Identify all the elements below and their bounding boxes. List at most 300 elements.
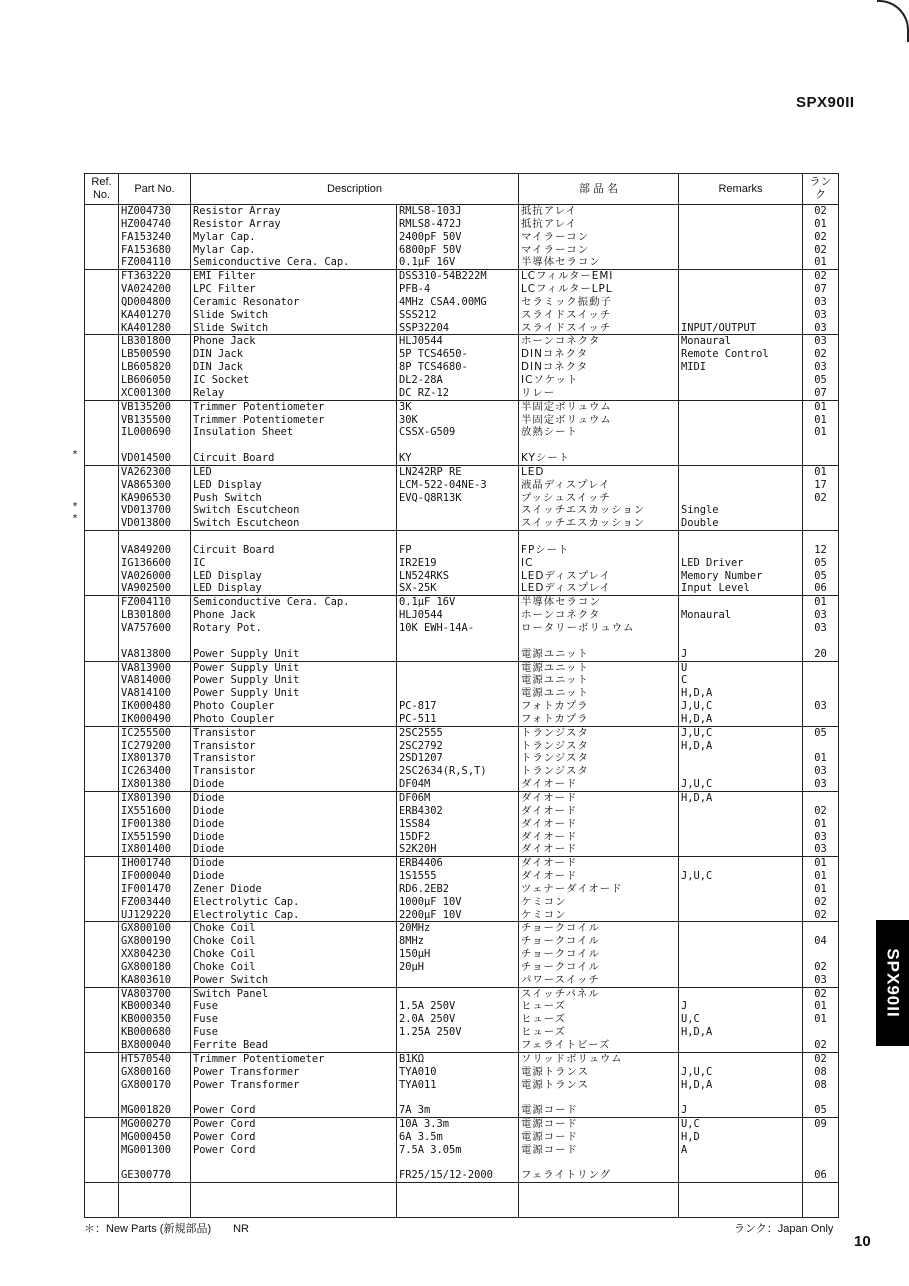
empty-cell [679, 1183, 803, 1218]
remarks: H,D,A [679, 1026, 803, 1039]
rank: 01 [803, 1000, 839, 1013]
ref-cell [85, 843, 119, 856]
rank: 01 [803, 1013, 839, 1026]
remarks: C [679, 674, 803, 687]
rank: 01 [803, 752, 839, 765]
spec: 30K [397, 414, 519, 427]
remarks [679, 935, 803, 948]
japanese-name: トランジスタ [519, 740, 679, 753]
part-number: VA814100 [119, 687, 191, 700]
table-row [85, 791, 839, 804]
rank: 09 [803, 1118, 839, 1131]
ref-cell [85, 609, 119, 622]
ref-cell [85, 465, 119, 478]
ref-cell [85, 1026, 119, 1039]
rank: 05 [803, 726, 839, 739]
spec: 1SS84 [397, 818, 519, 831]
rank: 05 [803, 1104, 839, 1117]
header-row [85, 174, 839, 205]
description: Slide Switch [191, 322, 397, 335]
ref-cell [85, 1118, 119, 1131]
spec: 8MHz [397, 935, 519, 948]
description: Power Supply Unit [191, 661, 397, 674]
part-number: HZ004730 [119, 205, 191, 218]
description: Transistor [191, 726, 397, 739]
part-number: VA849200 [119, 544, 191, 557]
description: Transistor [191, 740, 397, 753]
page-number: 10 [854, 1233, 871, 1250]
rank: 04 [803, 935, 839, 948]
remarks [679, 818, 803, 831]
remarks [679, 1157, 803, 1170]
ref-cell [85, 661, 119, 674]
remarks [679, 1091, 803, 1104]
description: Electrolytic Cap. [191, 896, 397, 909]
part-number: VA262300 [119, 465, 191, 478]
ref-cell [85, 414, 119, 427]
ref-cell [85, 1039, 119, 1052]
rank: 03 [803, 700, 839, 713]
remarks [679, 452, 803, 465]
rank: 03 [803, 335, 839, 348]
description: Push Switch [191, 492, 397, 505]
description [191, 635, 397, 648]
description: LED Display [191, 582, 397, 595]
ref-cell [85, 687, 119, 700]
table-row [85, 974, 839, 987]
rank [803, 791, 839, 804]
rank [803, 1131, 839, 1144]
remarks: H,D,A [679, 791, 803, 804]
spec [397, 635, 519, 648]
empty-cell [519, 1183, 679, 1218]
rank: 03 [803, 322, 839, 335]
part-number: IG136600 [119, 557, 191, 570]
japanese-name: マイラーコン [519, 244, 679, 257]
japanese-name: フェライトビーズ [519, 1039, 679, 1052]
ref-cell [85, 674, 119, 687]
table-row [85, 1013, 839, 1026]
remarks [679, 414, 803, 427]
description: Relay [191, 387, 397, 400]
ref-cell [85, 309, 119, 322]
rank [803, 635, 839, 648]
part-number: VA902500 [119, 582, 191, 595]
description: Semiconductive Cera. Cap. [191, 256, 397, 269]
remarks [679, 765, 803, 778]
spec: HLJ0544 [397, 335, 519, 348]
remarks [679, 400, 803, 413]
spec: PC-817 [397, 700, 519, 713]
ref-cell [85, 205, 119, 218]
description: Power Cord [191, 1118, 397, 1131]
japanese-name: ヒューズ [519, 1026, 679, 1039]
part-number: IK000490 [119, 713, 191, 726]
ref-cell [85, 582, 119, 595]
description: Resistor Array [191, 218, 397, 231]
remarks: Memory Number [679, 570, 803, 583]
spec: 1.25A 250V [397, 1026, 519, 1039]
japanese-name: チョークコイル [519, 922, 679, 935]
rank: 03 [803, 609, 839, 622]
description: Diode [191, 805, 397, 818]
ref-cell [85, 1144, 119, 1157]
description: LED Display [191, 570, 397, 583]
description: DIN Jack [191, 348, 397, 361]
part-number: LB301800 [119, 335, 191, 348]
rank: 01 [803, 426, 839, 439]
spec: PC-511 [397, 713, 519, 726]
spec: 8P TCS4680- [397, 361, 519, 374]
spec: RMLS8-472J [397, 218, 519, 231]
ref-cell [85, 400, 119, 413]
table-body [85, 205, 839, 1218]
japanese-name: ケミコン [519, 909, 679, 922]
description: Ferrite Bead [191, 1039, 397, 1052]
description: Semiconductive Cera. Cap. [191, 596, 397, 609]
rank: 02 [803, 1052, 839, 1065]
ref-cell [85, 231, 119, 244]
ref-cell [85, 283, 119, 296]
spec: ERB4406 [397, 857, 519, 870]
remarks: INPUT/OUTPUT [679, 322, 803, 335]
spec [397, 439, 519, 452]
rank: 03 [803, 843, 839, 856]
ref-cell [85, 974, 119, 987]
empty-cell [191, 1183, 397, 1218]
rank: 02 [803, 961, 839, 974]
spec: SSS212 [397, 309, 519, 322]
japanese-name: スライドスイッチ [519, 322, 679, 335]
remarks [679, 857, 803, 870]
header-remarks: Remarks [679, 174, 803, 205]
rank: 01 [803, 218, 839, 231]
remarks [679, 1039, 803, 1052]
description: Circuit Board [191, 452, 397, 465]
table-row [85, 805, 839, 818]
spec: DL2-28A [397, 374, 519, 387]
ref-cell [85, 531, 119, 544]
ref-cell [85, 296, 119, 309]
ref-cell [85, 517, 119, 530]
japanese-name: 電源トランス [519, 1066, 679, 1079]
spec: ERB4302 [397, 805, 519, 818]
table-row [85, 609, 839, 622]
part-number: IF001470 [119, 883, 191, 896]
part-number: VA757600 [119, 622, 191, 635]
table-row [85, 961, 839, 974]
spec: DSS310-54B222M [397, 270, 519, 283]
japanese-name: 電源コード [519, 1118, 679, 1131]
description: Choke Coil [191, 922, 397, 935]
japanese-name: LEDディスプレイ [519, 582, 679, 595]
description: Zener Diode [191, 883, 397, 896]
japanese-name: トランジスタ [519, 752, 679, 765]
part-number: LB605820 [119, 361, 191, 374]
description: Power Cord [191, 1104, 397, 1117]
spec: LN524RKS [397, 570, 519, 583]
part-number: VA024200 [119, 283, 191, 296]
table-row [85, 387, 839, 400]
spec: 2SD1207 [397, 752, 519, 765]
japanese-name: 電源ユニット [519, 687, 679, 700]
spec: DF06M [397, 791, 519, 804]
spec: 6A 3.5m [397, 1131, 519, 1144]
table-row [85, 582, 839, 595]
remarks [679, 374, 803, 387]
ref-cell [85, 818, 119, 831]
table-row [85, 426, 839, 439]
table-row [85, 831, 839, 844]
remarks [679, 283, 803, 296]
description: Phone Jack [191, 335, 397, 348]
table-row [85, 231, 839, 244]
ref-cell [85, 387, 119, 400]
description: LED [191, 465, 397, 478]
japanese-name: フェライトリング [519, 1169, 679, 1182]
rank [803, 674, 839, 687]
rank [803, 687, 839, 700]
description: Fuse [191, 1013, 397, 1026]
footer-legend: ＊：New Parts (新規部品) NR [84, 1223, 250, 1235]
japanese-name: LCフィルターLPL [519, 283, 679, 296]
spec [397, 1091, 519, 1104]
ref-cell [85, 452, 119, 465]
rank: 02 [803, 909, 839, 922]
ref-cell [85, 622, 119, 635]
japanese-name: スイッチエスカッション [519, 504, 679, 517]
ref-cell [85, 1052, 119, 1065]
part-number: QD004800 [119, 296, 191, 309]
new-part-mark: * [72, 500, 79, 512]
rank [803, 740, 839, 753]
description: Diode [191, 843, 397, 856]
remarks [679, 987, 803, 1000]
spec: 20μH [397, 961, 519, 974]
part-number: XX804230 [119, 948, 191, 961]
japanese-name: FPシート [519, 544, 679, 557]
japanese-name: チョークコイル [519, 935, 679, 948]
rank [803, 452, 839, 465]
description: Trimmer Potentiometer [191, 414, 397, 427]
rank: 03 [803, 831, 839, 844]
description: Transistor [191, 765, 397, 778]
japanese-name: 液晶ディスプレイ [519, 479, 679, 492]
part-number: GX800160 [119, 1066, 191, 1079]
spec: EVQ-Q8R13K [397, 492, 519, 505]
remarks: Remote Control [679, 348, 803, 361]
spec [397, 504, 519, 517]
empty-cell [397, 1183, 519, 1218]
table-row [85, 909, 839, 922]
ref-cell [85, 778, 119, 791]
description: IC [191, 557, 397, 570]
rank: 06 [803, 582, 839, 595]
description: Diode [191, 791, 397, 804]
remarks [679, 922, 803, 935]
rank: 01 [803, 414, 839, 427]
remarks [679, 896, 803, 909]
remarks: H,D,A [679, 713, 803, 726]
japanese-name: リレー [519, 387, 679, 400]
remarks [679, 256, 803, 269]
remarks [679, 531, 803, 544]
table-row [85, 479, 839, 492]
remarks [679, 479, 803, 492]
rank [803, 922, 839, 935]
spec: 1.5A 250V [397, 1000, 519, 1013]
japanese-name [519, 439, 679, 452]
remarks: U [679, 661, 803, 674]
japanese-name: 放熱シート [519, 426, 679, 439]
table-row [85, 648, 839, 661]
ref-cell [85, 726, 119, 739]
part-number: VB135200 [119, 400, 191, 413]
part-number: IC279200 [119, 740, 191, 753]
header-part: Part No. [119, 174, 191, 205]
description: Transistor [191, 752, 397, 765]
spec [397, 517, 519, 530]
remarks [679, 1052, 803, 1065]
description: Electrolytic Cap. [191, 909, 397, 922]
table-row [85, 896, 839, 909]
spec: 0.1μF 16V [397, 596, 519, 609]
remarks: H,D [679, 1131, 803, 1144]
spec: 3K [397, 400, 519, 413]
ref-cell [85, 961, 119, 974]
spec: 2SC2555 [397, 726, 519, 739]
spec [397, 987, 519, 1000]
description: Resistor Array [191, 205, 397, 218]
spec [397, 974, 519, 987]
part-number: IF000040 [119, 870, 191, 883]
rank: 03 [803, 778, 839, 791]
rank: 03 [803, 622, 839, 635]
rank: 03 [803, 765, 839, 778]
remarks [679, 296, 803, 309]
japanese-name: ダイオード [519, 831, 679, 844]
parts-table [84, 173, 839, 1218]
spec: DC RZ-12 [397, 387, 519, 400]
table-row [85, 1169, 839, 1182]
ref-cell [85, 1013, 119, 1026]
description: Choke Coil [191, 948, 397, 961]
table-row [85, 517, 839, 530]
spec [397, 1157, 519, 1170]
rank: 01 [803, 818, 839, 831]
part-number: GX800190 [119, 935, 191, 948]
part-number: IX551590 [119, 831, 191, 844]
rank: 07 [803, 283, 839, 296]
japanese-name: ケミコン [519, 896, 679, 909]
table-row [85, 635, 839, 648]
ref-cell [85, 922, 119, 935]
table-row [85, 726, 839, 739]
japanese-name: チョークコイル [519, 961, 679, 974]
japanese-name: ヒューズ [519, 1000, 679, 1013]
rank [803, 439, 839, 452]
part-number: IX801370 [119, 752, 191, 765]
description: Photo Coupler [191, 700, 397, 713]
spec: 2SC2792 [397, 740, 519, 753]
part-number: IL000690 [119, 426, 191, 439]
table-row [85, 818, 839, 831]
part-number: KA803610 [119, 974, 191, 987]
part-number: VA813800 [119, 648, 191, 661]
part-number: KB000350 [119, 1013, 191, 1026]
remarks [679, 244, 803, 257]
part-number: MG000450 [119, 1131, 191, 1144]
remarks [679, 909, 803, 922]
remarks: Input Level [679, 582, 803, 595]
table-row [85, 1079, 839, 1092]
part-number: VD014500 [119, 452, 191, 465]
table-row [85, 922, 839, 935]
rank: 03 [803, 296, 839, 309]
remarks: Single [679, 504, 803, 517]
japanese-name: ホーンコネクタ [519, 335, 679, 348]
ref-cell [85, 740, 119, 753]
remarks [679, 948, 803, 961]
header-ref: Ref. No. [85, 174, 119, 205]
description: IC Socket [191, 374, 397, 387]
remarks [679, 465, 803, 478]
ref-cell [85, 1157, 119, 1170]
part-number: UJ129220 [119, 909, 191, 922]
spec: IR2E19 [397, 557, 519, 570]
ref-cell [85, 361, 119, 374]
description [191, 1169, 397, 1182]
table-row [85, 244, 839, 257]
part-number: LB301800 [119, 609, 191, 622]
remarks [679, 622, 803, 635]
description: Phone Jack [191, 609, 397, 622]
description: Mylar Cap. [191, 244, 397, 257]
spec [397, 531, 519, 544]
table-row [85, 1157, 839, 1170]
spec: SX-25K [397, 582, 519, 595]
ref-cell [85, 1066, 119, 1079]
remarks: J,U,C [679, 726, 803, 739]
table-row [85, 1118, 839, 1131]
remarks: H,D,A [679, 740, 803, 753]
part-number: HT570540 [119, 1052, 191, 1065]
ref-cell [85, 426, 119, 439]
description: Diode [191, 778, 397, 791]
rank [803, 661, 839, 674]
spec: TYA011 [397, 1079, 519, 1092]
japanese-name [519, 1157, 679, 1170]
remarks [679, 205, 803, 218]
remarks [679, 270, 803, 283]
rank [803, 504, 839, 517]
spec: LN242RP RE [397, 465, 519, 478]
ref-cell [85, 805, 119, 818]
rank: 06 [803, 1169, 839, 1182]
table-row [85, 622, 839, 635]
part-number: KA906530 [119, 492, 191, 505]
description: Fuse [191, 1026, 397, 1039]
japanese-name: スイッチエスカッション [519, 517, 679, 530]
rank: 02 [803, 231, 839, 244]
ref-cell [85, 270, 119, 283]
empty-cell [119, 1183, 191, 1218]
remarks [679, 831, 803, 844]
remarks [679, 439, 803, 452]
rank: 01 [803, 883, 839, 896]
remarks [679, 387, 803, 400]
japanese-name: 電源コード [519, 1104, 679, 1117]
